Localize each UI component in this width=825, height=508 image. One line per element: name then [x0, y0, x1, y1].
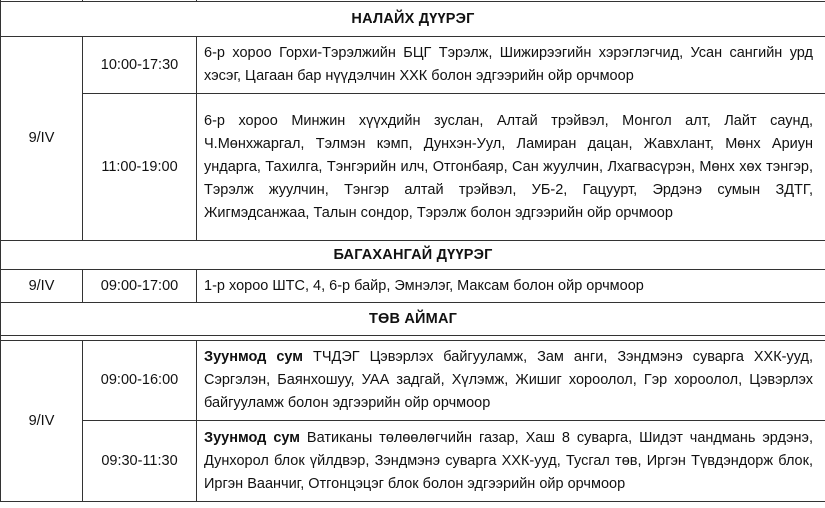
section-header-row — [1, 241, 825, 270]
date-cell: 9/IV — [1, 37, 83, 241]
section-title-nalaikh: НАЛАЙХ ДҮҮРЭГ — [1, 2, 825, 37]
time-cell: 09:00-16:00 — [83, 341, 197, 421]
area-description — [197, 341, 825, 421]
area-list: Ватиканы төлөөлөгчийн газар, Хаш 8 суварга, Шидэт чандмань эрдэнэ, Дунхорол блок үйлдвэр, Зэндмэнэ суварга ХХК-ууд, Тусгал төв, Иргэн Түвдэндорж блок, Иргэн Ваанчиг, Отгонцэцэг блок болон эдгээрийн ойр орчмоор — [204, 429, 813, 492]
time-cell: 10:00-17:30 — [83, 37, 197, 94]
area-description: 6-р хороо Горхи-Тэрэлжийн БЦГ Тэрэлж, Шижирээгийн хэрэглэгчид, Усан сангийн урд хэсэг, Цагаан бар нүүдэлчин ХХК болон эдгээрийн ойр орчмоор — [197, 37, 825, 94]
district-name: Зуунмод сум — [204, 349, 304, 365]
time-cell: 09:30-11:30 — [83, 421, 197, 502]
section-header-row — [1, 303, 825, 336]
table-row — [1, 270, 825, 303]
time-cell: 09:00-17:00 — [83, 270, 197, 303]
section-header-row — [1, 2, 825, 37]
district-name: Зуунмод сум — [204, 429, 300, 446]
area-list: ТЧДЭГ Цэвэрлэх байгууламж, Зам анги, Зэндмэнэ суварга ХХК-ууд, Сэргэлэн, Баянхошуу, УАА задгай, Хүлэмж, Жишиг хороолол, Гэр хороолол, Цэвэрлэх байгууламж болон эдгээрийн ойр орчмоор — [204, 349, 813, 411]
area-description: 1-р хороо ШТС, 4, 6-р байр, Эмнэлэг, Максам болон ойр орчмоор — [197, 270, 825, 303]
section-title-bagakhangai: БАГАХАНГАЙ ДҮҮРЭГ — [1, 241, 825, 270]
date-cell: 9/IV — [1, 270, 83, 303]
section-title-tuv: ТӨВ АЙМАГ — [1, 303, 825, 336]
area-description: 6-р хороо Минжин хүүхдийн зуслан, Алтай трэйвэл, Монгол алт, Лайт саунд, Ч.Мөнхжаргал, Тэлмэн кэмп, Дунхэн-Уул, Ламиран дацан, Жавхлант, Мөнх Ариун ундарга, Тахилга, Тэнгэрийн илч, Отгонбаяр, Сан жуулчин, Лхагвасүрэн, Мөнх хөх тэнгэр, Тэрэлж жуулчин, Тэнгэр алтай трэйвэл, УБ-2, Гацуурт, Эрдэнэ сумын ЗДТГ, Жигмэдсанжаа, Талын сондор, Тэрэлж болон эдгээрийн ойр орчмоор — [197, 94, 825, 241]
area-description — [197, 421, 825, 502]
table-row — [1, 421, 825, 502]
table-row — [1, 341, 825, 421]
table-row — [1, 37, 825, 94]
date-cell: 9/IV — [1, 341, 83, 502]
time-cell: 11:00-19:00 — [83, 94, 197, 241]
table-row — [1, 94, 825, 241]
